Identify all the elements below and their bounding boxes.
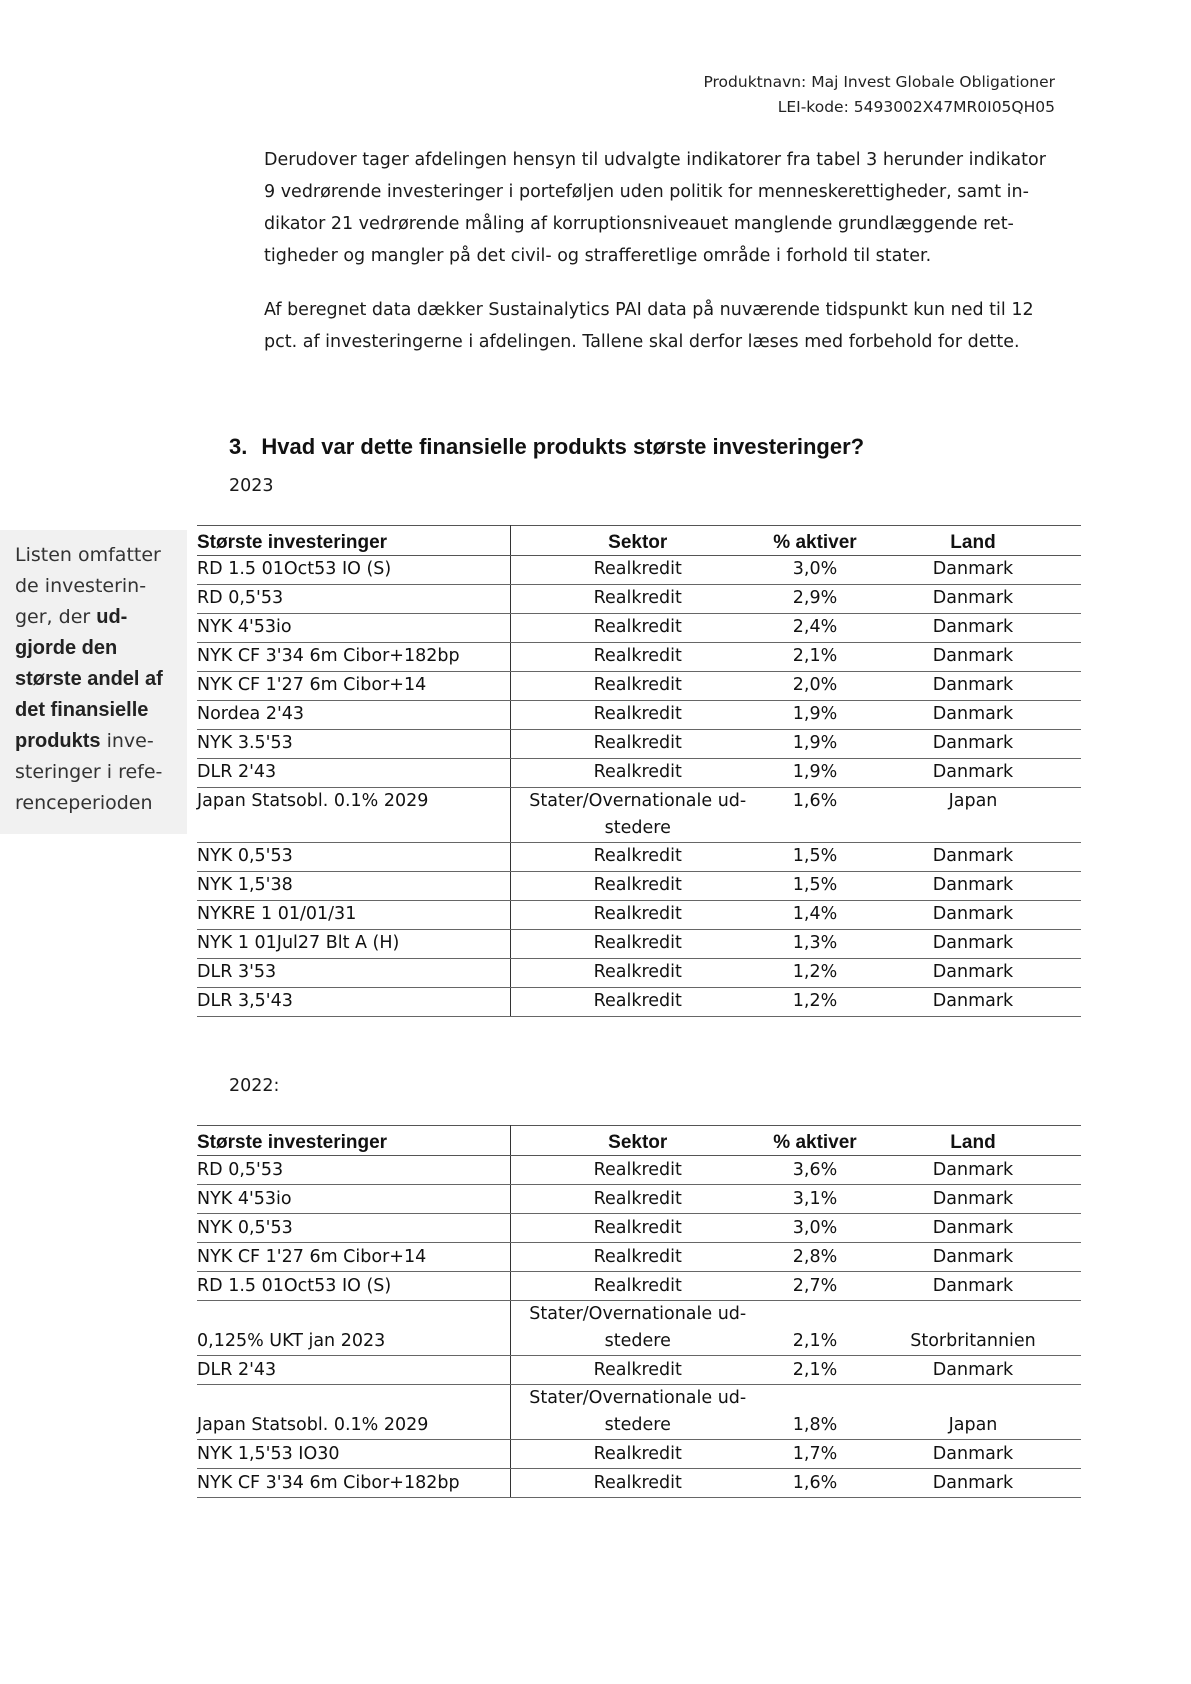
cell-name-text: NYK 3.5'53 (197, 733, 293, 753)
table-row (197, 1156, 1081, 1185)
table-header-row (197, 526, 1081, 556)
sidebar-bold-text: ud- (96, 606, 128, 628)
paragraph-line: 9 vedrørende investeringer i porteføljen uden politik for menneskerettigheder, samt in- (264, 182, 1029, 202)
cell-land-text: Danmark (932, 1160, 1014, 1180)
cell-name (197, 701, 510, 730)
cell-pct (765, 1185, 865, 1214)
cell-sector (510, 759, 765, 788)
cell-sector-text: Realkredit (593, 1247, 682, 1267)
cell-sector (510, 872, 765, 901)
header-sector: Sektor (510, 1126, 765, 1156)
table-row (197, 556, 1081, 585)
cell-name (197, 901, 510, 930)
cell-sector (510, 643, 765, 672)
cell-sector (510, 585, 765, 614)
cell-pct-text: 2,9% (792, 588, 838, 608)
table-row (197, 1356, 1081, 1385)
cell-sector (510, 1272, 765, 1301)
cell-sector (510, 614, 765, 643)
table-row (197, 1301, 1081, 1356)
cell-pct (765, 1356, 865, 1385)
cell-sector (510, 1356, 765, 1385)
sidebar-line (15, 695, 177, 726)
cell-pct-text: 1,2% (792, 962, 838, 982)
cell-name (197, 872, 510, 901)
cell-sector-text: Realkredit (593, 617, 682, 637)
cell-land (865, 1156, 1081, 1185)
cell-land (865, 1356, 1081, 1385)
sidebar-line: Listen omfatter (15, 544, 161, 566)
cell-sector-text: Realkredit (593, 1160, 682, 1180)
cell-pct (765, 643, 865, 672)
cell-pct-text: 2,8% (792, 1247, 838, 1267)
cell-pct-text: 1,7% (792, 1444, 838, 1464)
year-label-2023: 2023 (229, 476, 274, 496)
cell-land-text: Danmark (932, 704, 1014, 724)
cell-sector (510, 788, 765, 843)
cell-pct (765, 843, 865, 872)
cell-name-text: RD 1.5 01Oct53 IO (S) (197, 559, 392, 579)
cell-pct (765, 1385, 865, 1440)
cell-sector-text: Realkredit (593, 733, 682, 753)
cell-name-text: NYK CF 3'34 6m Cibor+182bp (197, 1473, 460, 1493)
sidebar-bold-text: det finansielle (15, 699, 149, 721)
cell-land (865, 730, 1081, 759)
cell-pct (765, 614, 865, 643)
cell-sector-text: Realkredit (593, 1360, 682, 1380)
sidebar-line: steringer i refe- (15, 761, 163, 783)
cell-name (197, 1214, 510, 1243)
cell-name (197, 730, 510, 759)
cell-sector-text: Realkredit (593, 704, 682, 724)
cell-name (197, 788, 510, 843)
cell-sector-text: Realkredit (593, 904, 682, 924)
cell-sector-text: Stater/Overnationale ud- (529, 791, 747, 811)
product-name: Produktnavn: Maj Invest Globale Obligationer (703, 73, 1055, 91)
table-row (197, 788, 1081, 843)
cell-pct (765, 585, 865, 614)
cell-name-text: NYK 4'53io (197, 617, 292, 637)
investments-table-2022 (197, 1125, 1081, 1498)
cell-sector-text: Realkredit (593, 588, 682, 608)
cell-pct-text: 1,5% (792, 875, 838, 895)
cell-sector-text: Realkredit (593, 991, 682, 1011)
cell-name (197, 556, 510, 585)
cell-name (197, 988, 510, 1017)
cell-name-text: DLR 3,5'43 (197, 991, 293, 1011)
lei-code: LEI-kode: 5493002X47MR0I05QH05 (777, 98, 1055, 116)
cell-pct-text: 1,6% (792, 791, 838, 811)
table-row (197, 1185, 1081, 1214)
header-sector: Sektor (510, 526, 765, 556)
cell-sector-text: Realkredit (593, 646, 682, 666)
cell-name-text: NYK CF 1'27 6m Cibor+14 (197, 675, 427, 695)
cell-land (865, 988, 1081, 1017)
cell-sector (510, 988, 765, 1017)
cell-land-text: Danmark (932, 846, 1014, 866)
cell-sector (510, 701, 765, 730)
cell-name-text: NYK 0,5'53 (197, 846, 293, 866)
cell-sector (510, 930, 765, 959)
cell-sector-text: Realkredit (593, 1444, 682, 1464)
cell-pct-text: 2,7% (792, 1276, 838, 1296)
cell-name-text: Japan Statsobl. 0.1% 2029 (197, 791, 429, 811)
table-row (197, 759, 1081, 788)
cell-name-text: Japan Statsobl. 0.1% 2029 (197, 1415, 429, 1435)
cell-pct-text: 1,5% (792, 846, 838, 866)
cell-sector-text: Realkredit (593, 875, 682, 895)
cell-sector-text: Realkredit (593, 559, 682, 579)
cell-pct-text: 1,8% (792, 1415, 838, 1435)
cell-land-text: Danmark (932, 762, 1014, 782)
cell-pct-text: 1,3% (792, 933, 838, 953)
cell-land (865, 843, 1081, 872)
cell-name (197, 1272, 510, 1301)
sidebar-line (15, 633, 177, 664)
cell-land-text: Danmark (932, 1360, 1014, 1380)
cell-land (865, 901, 1081, 930)
cell-name-text: NYK 0,5'53 (197, 1218, 293, 1238)
cell-pct (765, 1301, 865, 1356)
cell-name (197, 930, 510, 959)
table-row (197, 1243, 1081, 1272)
cell-pct (765, 701, 865, 730)
section-number: 3. (229, 434, 248, 459)
cell-pct (765, 1440, 865, 1469)
cell-sector (510, 556, 765, 585)
table-row (197, 843, 1081, 872)
section-heading (229, 434, 864, 460)
table-row (197, 1272, 1081, 1301)
cell-name (197, 585, 510, 614)
cell-name-text: NYK CF 1'27 6m Cibor+14 (197, 1247, 427, 1267)
cell-pct (765, 672, 865, 701)
table-row (197, 872, 1081, 901)
cell-land (865, 759, 1081, 788)
table-row (197, 901, 1081, 930)
cell-name-text: NYK 1,5'53 IO30 (197, 1444, 340, 1464)
cell-name (197, 1469, 510, 1498)
cell-name-text: NYK 1 01Jul27 Blt A (H) (197, 933, 400, 953)
table-row (197, 1440, 1081, 1469)
cell-land (865, 1301, 1081, 1356)
cell-pct-text: 1,9% (792, 704, 838, 724)
cell-sector (510, 1243, 765, 1272)
cell-sector (510, 1214, 765, 1243)
sidebar-line (15, 664, 177, 695)
cell-pct (765, 1243, 865, 1272)
cell-sector-text: Stater/Overnationale ud- (529, 1388, 747, 1408)
cell-sector-text: stedere (604, 1331, 671, 1351)
sidebar-text: inve- (100, 730, 154, 752)
cell-sector-text: Realkredit (593, 762, 682, 782)
cell-land (865, 1243, 1081, 1272)
cell-pct (765, 1469, 865, 1498)
cell-name-text: RD 1.5 01Oct53 IO (S) (197, 1276, 392, 1296)
cell-land (865, 788, 1081, 843)
cell-land (865, 701, 1081, 730)
cell-pct (765, 1272, 865, 1301)
paragraph-line: dikator 21 vedrørende måling af korruptionsniveauet manglende grundlæggende ret- (264, 214, 1014, 234)
cell-sector-text: Realkredit (593, 675, 682, 695)
cell-land-text: Danmark (932, 559, 1014, 579)
year-label-2022: 2022: (229, 1076, 280, 1096)
table-row (197, 614, 1081, 643)
table-row (197, 585, 1081, 614)
cell-sector-text: Stater/Overnationale ud- (529, 1304, 747, 1324)
cell-land (865, 959, 1081, 988)
header-name: Største investeringer (197, 1126, 510, 1156)
paragraph-data-coverage (264, 294, 1064, 358)
table-row (197, 930, 1081, 959)
sidebar-line (15, 726, 177, 757)
cell-sector-text: Realkredit (593, 933, 682, 953)
cell-sector (510, 1440, 765, 1469)
cell-sector-text: stedere (604, 1415, 671, 1435)
document-header (703, 70, 1055, 120)
cell-sector-text: Realkredit (593, 1189, 682, 1209)
cell-pct-text: 2,1% (792, 1360, 838, 1380)
cell-land-text: Danmark (932, 991, 1014, 1011)
cell-name (197, 843, 510, 872)
table-row (197, 988, 1081, 1017)
cell-sector-text: Realkredit (593, 1276, 682, 1296)
cell-sector (510, 1469, 765, 1498)
cell-land (865, 1185, 1081, 1214)
cell-pct (765, 730, 865, 759)
cell-name (197, 672, 510, 701)
cell-sector (510, 730, 765, 759)
cell-sector-text: Realkredit (593, 1218, 682, 1238)
cell-pct-text: 1,4% (792, 904, 838, 924)
cell-name (197, 959, 510, 988)
cell-land-text: Danmark (932, 875, 1014, 895)
cell-land-text: Danmark (932, 1218, 1014, 1238)
cell-sector-text: Realkredit (593, 1473, 682, 1493)
cell-pct-text: 1,2% (792, 991, 838, 1011)
sidebar-bold-text: største andel af (15, 668, 163, 690)
table-row (197, 730, 1081, 759)
cell-pct (765, 1214, 865, 1243)
sidebar-line: de investerin- (15, 575, 147, 597)
cell-pct (765, 759, 865, 788)
cell-name-text: DLR 2'43 (197, 762, 277, 782)
sidebar-text: ger, der (15, 606, 97, 628)
cell-land-text: Danmark (932, 588, 1014, 608)
cell-name-text: DLR 3'53 (197, 962, 277, 982)
cell-sector (510, 901, 765, 930)
header-pct: % aktiver (765, 1126, 865, 1156)
table-row (197, 643, 1081, 672)
cell-name-text: 0,125% UKT jan 2023 (197, 1331, 386, 1351)
cell-pct-text: 3,0% (792, 1218, 838, 1238)
cell-land-text: Danmark (932, 1444, 1014, 1464)
cell-land-text: Danmark (932, 962, 1014, 982)
table-row (197, 701, 1081, 730)
cell-name-text: NYK 1,5'38 (197, 875, 293, 895)
cell-sector-text: Realkredit (593, 846, 682, 866)
investments-table-2023 (197, 525, 1081, 1017)
sidebar-bold-text: gjorde den (15, 637, 118, 659)
cell-land (865, 1272, 1081, 1301)
table-row (197, 672, 1081, 701)
cell-pct-text: 3,0% (792, 559, 838, 579)
cell-name (197, 1356, 510, 1385)
cell-pct (765, 988, 865, 1017)
table-body-2023 (197, 556, 1081, 1017)
cell-pct (765, 901, 865, 930)
cell-land (865, 1385, 1081, 1440)
cell-pct (765, 1156, 865, 1185)
cell-name (197, 1440, 510, 1469)
cell-sector (510, 1385, 765, 1440)
table-header-row (197, 1126, 1081, 1156)
cell-pct (765, 959, 865, 988)
cell-land (865, 643, 1081, 672)
cell-pct (765, 788, 865, 843)
cell-pct-text: 3,6% (792, 1160, 838, 1180)
cell-pct-text: 1,9% (792, 733, 838, 753)
cell-land-text: Danmark (932, 617, 1014, 637)
cell-name-text: NYK 4'53io (197, 1189, 292, 1209)
cell-land-text: Storbritannien (910, 1331, 1036, 1351)
cell-name-text: RD 0,5'53 (197, 1160, 284, 1180)
table-row (197, 959, 1081, 988)
cell-pct (765, 930, 865, 959)
header-land: Land (865, 526, 1081, 556)
cell-land-text: Danmark (932, 904, 1014, 924)
cell-land-text: Danmark (932, 733, 1014, 753)
cell-pct-text: 3,1% (792, 1189, 838, 1209)
cell-sector (510, 672, 765, 701)
cell-name (197, 1385, 510, 1440)
cell-sector-text: stedere (604, 818, 671, 838)
paragraph-line: pct. af investeringerne i afdelingen. Tallene skal derfor læses med forbehold for dette. (264, 332, 1020, 352)
header-name: Største investeringer (197, 526, 510, 556)
cell-land-text: Japan (948, 791, 998, 811)
cell-sector-text: Realkredit (593, 962, 682, 982)
table-body-2022 (197, 1156, 1081, 1498)
cell-land (865, 614, 1081, 643)
cell-name (197, 614, 510, 643)
cell-pct-text: 1,9% (792, 762, 838, 782)
sidebar-note (0, 530, 187, 834)
table-row (197, 1469, 1081, 1498)
cell-land (865, 930, 1081, 959)
table-row (197, 1214, 1081, 1243)
sidebar-bold-text: produkts (15, 730, 101, 752)
cell-pct-text: 2,0% (792, 675, 838, 695)
cell-land-text: Japan (948, 1415, 998, 1435)
cell-name-text: DLR 2'43 (197, 1360, 277, 1380)
header-land: Land (865, 1126, 1081, 1156)
cell-land (865, 1214, 1081, 1243)
cell-land-text: Danmark (932, 646, 1014, 666)
cell-sector (510, 1185, 765, 1214)
cell-name (197, 759, 510, 788)
cell-pct-text: 2,1% (792, 646, 838, 666)
cell-pct (765, 556, 865, 585)
cell-land-text: Danmark (932, 1189, 1014, 1209)
cell-sector (510, 843, 765, 872)
cell-land-text: Danmark (932, 1276, 1014, 1296)
cell-name-text: NYK CF 3'34 6m Cibor+182bp (197, 646, 460, 666)
sidebar-line: renceperioden (15, 792, 153, 814)
cell-name-text: NYKRE 1 01/01/31 (197, 904, 357, 924)
cell-sector (510, 959, 765, 988)
cell-pct-text: 2,1% (792, 1331, 838, 1351)
cell-name (197, 1243, 510, 1272)
cell-land (865, 1469, 1081, 1498)
cell-land-text: Danmark (932, 1247, 1014, 1267)
header-pct: % aktiver (765, 526, 865, 556)
cell-land (865, 585, 1081, 614)
cell-name (197, 1156, 510, 1185)
cell-land (865, 672, 1081, 701)
cell-land-text: Danmark (932, 933, 1014, 953)
cell-name (197, 1301, 510, 1356)
cell-name-text: RD 0,5'53 (197, 588, 284, 608)
cell-pct-text: 1,6% (792, 1473, 838, 1493)
table-row (197, 1385, 1081, 1440)
cell-name (197, 1185, 510, 1214)
paragraph-line: Af beregnet data dækker Sustainalytics PAI data på nuværende tidspunkt kun ned til 12 (264, 300, 1034, 320)
cell-sector (510, 1301, 765, 1356)
paragraph-line: Derudover tager afdelingen hensyn til udvalgte indikatorer fra tabel 3 herunder indikator (264, 150, 1046, 170)
paragraph-line: tigheder og mangler på det civil- og strafferetlige område i forhold til stater. (264, 246, 932, 266)
paragraph-indicators (264, 144, 1064, 272)
cell-name-text: Nordea 2'43 (197, 704, 305, 724)
cell-land (865, 872, 1081, 901)
cell-land-text: Danmark (932, 1473, 1014, 1493)
section-title: Hvad var dette finansielle produkts største investeringer? (261, 434, 865, 459)
cell-sector (510, 1156, 765, 1185)
cell-pct (765, 872, 865, 901)
cell-land (865, 1440, 1081, 1469)
cell-name (197, 643, 510, 672)
cell-land (865, 556, 1081, 585)
sidebar-line (15, 602, 177, 633)
cell-pct-text: 2,4% (792, 617, 838, 637)
cell-land-text: Danmark (932, 675, 1014, 695)
